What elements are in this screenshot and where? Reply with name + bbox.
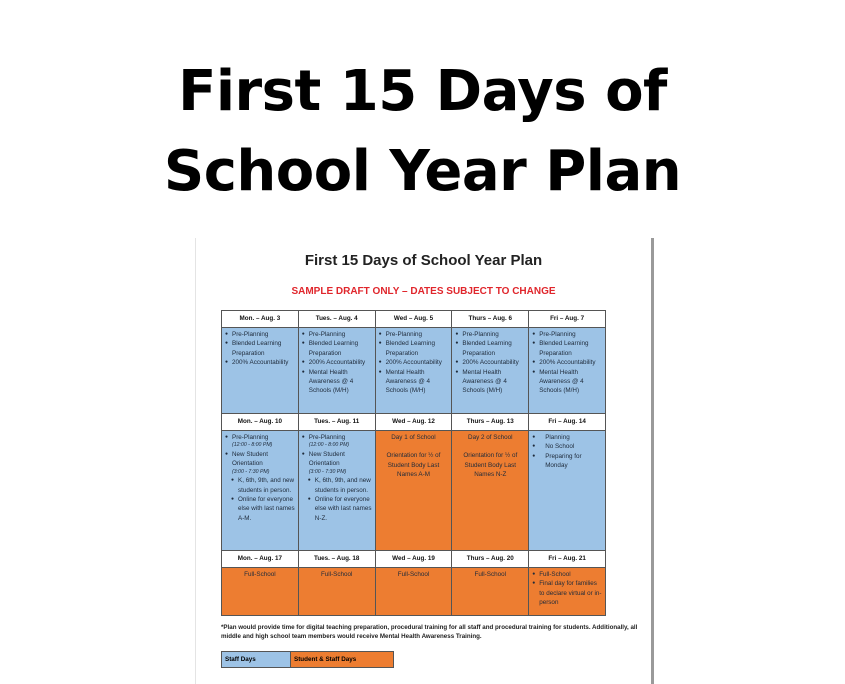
day-header: Thurs – Aug. 6 (452, 311, 529, 328)
day-header: Wed – Aug. 12 (375, 414, 452, 431)
day-header: Thurs – Aug. 20 (452, 551, 529, 568)
day-header: Fri – Aug. 21 (529, 551, 606, 568)
activity-item: ● Full-School (532, 570, 602, 579)
activity-item: ● 200% Accountability (302, 358, 372, 367)
activity-item (225, 433, 295, 450)
activity-item: ● 200% Accountability (532, 358, 602, 367)
week-1-row (222, 328, 606, 414)
detail-item: ● K, 6th, 9th, and new students in person. (302, 476, 372, 495)
activity-list (225, 330, 295, 368)
schedule-cell: Full-School (298, 568, 375, 616)
day-header: Thurs – Aug. 13 (452, 414, 529, 431)
activity-item: ● Blended Learning Preparation (455, 339, 525, 358)
activity-item: ● Mental Health Awareness @ 4 Schools (M/H) (532, 368, 602, 396)
day-header: Wed – Aug. 19 (375, 551, 452, 568)
activity-label: Pre-Planning (308, 434, 346, 441)
day-header: Tues. – Aug. 18 (298, 551, 375, 568)
schedule-cell (222, 431, 299, 551)
activity-list (455, 330, 525, 396)
activity-list (225, 433, 295, 476)
activity-item: ● Blended Learning Preparation (379, 339, 449, 358)
schedule-cell: Full-School (375, 568, 452, 616)
activity-list (532, 330, 602, 396)
activity-item: ● Pre-Planning (379, 330, 449, 339)
week-2-row (222, 431, 606, 551)
week-1-header-row (222, 311, 606, 328)
day-header: Wed – Aug. 5 (375, 311, 452, 328)
schedule-cell (375, 328, 452, 414)
activity-label: New Student Orientation (308, 450, 345, 468)
schedule-cell (452, 328, 529, 414)
school-day-label: Day 2 of School (468, 434, 513, 441)
activity-item: ● Mental Health Awareness @ 4 Schools (M/H) (455, 368, 525, 396)
schedule-cell (375, 431, 452, 551)
activity-list (532, 570, 602, 608)
day-header: Mon. – Aug. 17 (222, 551, 299, 568)
schedule-cell (298, 328, 375, 414)
activity-item: ● Pre-Planning (225, 330, 295, 339)
schedule-cell (529, 431, 606, 551)
orientation-detail-list (302, 476, 372, 523)
day-header: Mon. – Aug. 10 (222, 414, 299, 431)
activity-label: Pre-Planning (232, 434, 269, 441)
activity-item (225, 450, 295, 476)
day-header: Fri – Aug. 7 (529, 311, 606, 328)
activity-list (532, 433, 602, 471)
activity-list (302, 433, 372, 476)
activity-item: ● 200% Accountability (455, 358, 525, 367)
week-3-header-row (222, 551, 606, 568)
activity-list (302, 330, 372, 396)
activity-item (302, 450, 372, 476)
activity-item: ● Mental Health Awareness @ 4 Schools (M/H) (302, 368, 372, 396)
activity-item: ● No School (532, 442, 602, 451)
schedule-table (221, 310, 606, 616)
activity-time: (12:00 - 8:00 PM) (308, 442, 350, 449)
activity-item: ● Blended Learning Preparation (532, 339, 602, 358)
activity-item (302, 433, 372, 450)
week-2-header-row (222, 414, 606, 431)
draft-notice: SAMPLE DRAFT ONLY – DATES SUBJECT TO CHANGE (291, 286, 556, 297)
schedule-cell (452, 431, 529, 551)
page-heading (0, 52, 845, 212)
activity-item: ● Mental Health Awareness @ 4 Schools (M/H) (379, 368, 449, 396)
activity-item: ● Pre-Planning (532, 330, 602, 339)
activity-item: ● 200% Accountability (225, 358, 295, 367)
activity-time: (3:00 - 7:30 PM) (232, 468, 270, 475)
document-title: First 15 Days of School Year Plan (304, 252, 543, 269)
activity-label: New Student Orientation (232, 450, 269, 468)
day-header: Mon. – Aug. 3 (222, 311, 299, 328)
activity-item: ● Final day for families to declare virtual or in-person (532, 579, 602, 607)
week-3-row (222, 568, 606, 616)
activity-item: ● Pre-Planning (455, 330, 525, 339)
activity-item: ● Pre-Planning (302, 330, 372, 339)
schedule-cell (222, 328, 299, 414)
heading-line-2: School Year Plan (163, 139, 682, 204)
legend (221, 651, 394, 668)
schedule-cell (529, 568, 606, 616)
orientation-detail-list (225, 476, 295, 523)
school-day-label: Day 1 of School (391, 434, 436, 441)
day-header: Fri – Aug. 14 (529, 414, 606, 431)
activity-time: (3:00 - 7:30 PM) (308, 468, 347, 475)
legend-staff-days: Staff Days (222, 652, 291, 668)
activity-item: ● Planning (532, 433, 602, 442)
detail-item: ● Online for everyone else with last names N-Z. (302, 495, 372, 523)
schedule-cell: Full-School (452, 568, 529, 616)
activity-list (379, 330, 449, 396)
activity-item: ● Preparing for Monday (532, 452, 602, 471)
schedule-cell: Full-School (222, 568, 299, 616)
detail-item: ● K, 6th, 9th, and new students in person. (225, 476, 295, 495)
detail-item: ● Online for everyone else with last names A-M. (225, 495, 295, 523)
orientation-description: Orientation for ½ of Student Body Last Names N-Z (463, 452, 518, 479)
orientation-description: Orientation for ½ of Student Body Last Names A-M (386, 452, 441, 479)
activity-item: ● 200% Accountability (379, 358, 449, 367)
schedule-cell (298, 431, 375, 551)
activity-time: (12:00 - 8:00 PM) (232, 442, 273, 449)
activity-item: ● Blended Learning Preparation (302, 339, 372, 358)
day-header: Tues. – Aug. 11 (298, 414, 375, 431)
legend-student-staff-days: Student & Staff Days (291, 652, 394, 668)
schedule-cell (529, 328, 606, 414)
day-header: Tues. – Aug. 4 (298, 311, 375, 328)
activity-item: ● Blended Learning Preparation (225, 339, 295, 358)
footnote: *Plan would provide time for digital teaching preparation, procedural training for all staff and procedural training for students. Additionally, all middle and high school team members would receive Mental Health Awareness Training. (221, 624, 638, 640)
plan-document (195, 238, 654, 684)
heading-line-1: First 15 Days of (178, 59, 667, 124)
